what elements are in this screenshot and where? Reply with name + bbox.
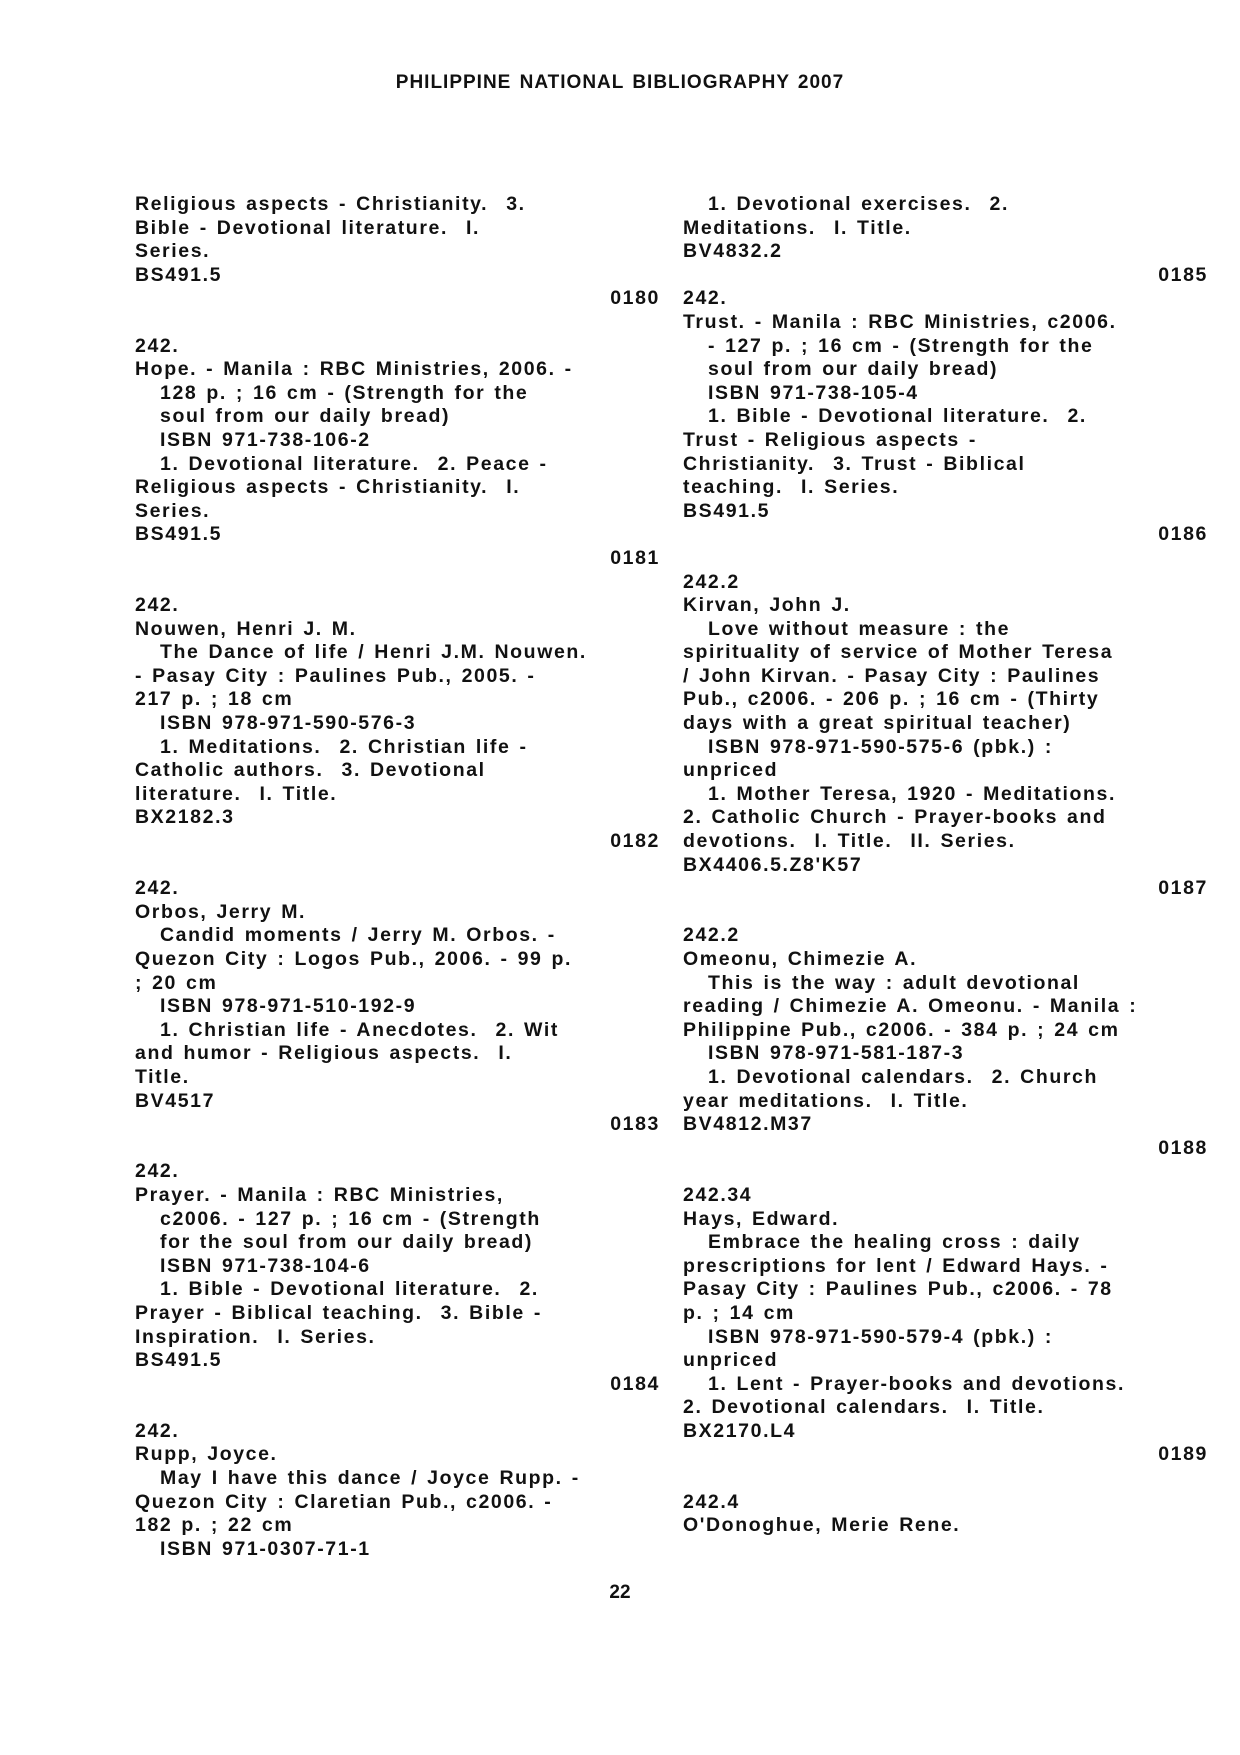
blank-line — [135, 854, 660, 878]
entry-line: Philippine Pub., c2006. - 384 p. ; 24 cm — [683, 1018, 1120, 1041]
entry-line: Prayer. - Manila : RBC Ministries, — [135, 1183, 504, 1206]
entry-line: ISBN 971-738-106-2 — [160, 428, 371, 451]
entry-line: Series. — [135, 499, 211, 522]
entry-line: 242.2 — [683, 924, 740, 947]
entry-line: spirituality of service of Mother Teresa — [683, 641, 1114, 664]
entry-line: ISBN 971-738-105-4 — [708, 381, 919, 404]
entry-line: 1. Bible - Devotional literature. 2. — [708, 405, 1087, 428]
record-number: 0180 — [610, 287, 660, 310]
entry-line: Hope. - Manila : RBC Ministries, 2006. - — [135, 358, 573, 381]
entry-line: Embrace the healing cross : daily — [708, 1231, 1081, 1254]
entry-line: for the soul from our daily bread) — [160, 1231, 534, 1254]
entry-line: Pasay City : Paulines Pub., c2006. - 78 — [683, 1278, 1113, 1301]
entry-line: 1. Lent - Prayer-books and devotions. — [708, 1372, 1126, 1395]
entry-line: 242. — [135, 877, 180, 900]
entry-line: ISBN 971-738-104-6 — [160, 1254, 371, 1277]
blank-line — [683, 1160, 1208, 1184]
record-number: 0188 — [1158, 1136, 1208, 1159]
record-number: 0186 — [1158, 523, 1208, 546]
record-number: 0184 — [610, 1372, 660, 1395]
record-number: 0185 — [1158, 263, 1208, 286]
entry-line: Title. — [135, 1065, 190, 1088]
entry-line: 1. Devotional calendars. 2. Church — [708, 1065, 1099, 1088]
entry-line: ISBN 978-971-581-187-3 — [708, 1042, 965, 1065]
entry-line: This is the way : adult devotional — [708, 971, 1080, 994]
entry-line: Omeonu, Chimezie A. — [683, 948, 918, 970]
entry-line: year meditations. I. Title. — [683, 1089, 969, 1112]
entry-line: prescriptions for lent / Edward Hays. - — [683, 1254, 1109, 1277]
entry-line: 242.2 — [683, 570, 740, 593]
entry-line: Christianity. 3. Trust - Biblical — [683, 452, 1026, 475]
entry-line: 1. Devotional literature. 2. Peace - — [160, 452, 548, 475]
entry-line: p. ; 14 cm — [683, 1301, 795, 1324]
entry-line: Religious aspects - Christianity. I. — [135, 476, 521, 499]
entry-line: ISBN 978-971-590-576-3 — [160, 712, 417, 735]
entry-line: 242.4 — [683, 1490, 740, 1513]
entry-line: unpriced — [683, 1349, 779, 1372]
entry-line: reading / Chimezie A. Omeonu. - Manila : — [683, 995, 1138, 1018]
entry-line: The Dance of life / Henri J.M. Nouwen. — [160, 641, 587, 664]
entry-line: 242. — [683, 287, 728, 310]
entry-line: BV4832.2 — [683, 240, 783, 263]
entry-line: 128 p. ; 16 cm - (Strength for the — [160, 381, 529, 404]
record-number: 0182 — [610, 830, 660, 853]
entry-line: unpriced — [683, 759, 779, 782]
blank-line — [683, 901, 1208, 925]
entry-line: and humor - Religious aspects. I. — [135, 1042, 513, 1065]
entry-line: BX2182.3 — [135, 806, 235, 829]
entry-line: Love without measure : the — [708, 617, 1011, 640]
record-number: 0187 — [1158, 877, 1208, 900]
entry-line: 242. — [135, 594, 180, 617]
page-header: PHILIPPINE NATIONAL BIBLIOGRAPHY 2007 — [395, 72, 845, 93]
entry-line: Trust. - Manila : RBC Ministries, c2006. — [683, 310, 1117, 333]
entry-line: BX4406.5.Z8'K57 — [683, 853, 863, 876]
entry-line: Catholic authors. 3. Devotional — [135, 759, 486, 782]
entry-line: teaching. I. Series. — [683, 476, 900, 499]
entry-line: ISBN 971-0307-71-1 — [160, 1537, 371, 1560]
entry-line: 2. Catholic Church - Prayer-books and — [683, 806, 1107, 829]
entry-line: 182 p. ; 22 cm — [135, 1514, 294, 1537]
entry-line: 242. — [135, 334, 180, 357]
entry-line: Meditations. I. Title. — [683, 216, 912, 239]
entry-line: BS491.5 — [135, 1349, 223, 1372]
page-number: 22 — [609, 1582, 631, 1603]
entry-line: 242.34 — [683, 1183, 753, 1206]
blank-line — [135, 1396, 660, 1420]
entry-line: 2. Devotional calendars. I. Title. — [683, 1396, 1045, 1419]
entry-line: days with a great spiritual teacher) — [683, 712, 1072, 735]
right-column — [683, 193, 1208, 1538]
entry-line: devotions. I. Title. II. Series. — [683, 830, 1016, 853]
entry-line: ISBN 978-971-510-192-9 — [160, 995, 417, 1018]
entry-line: Hays, Edward. — [683, 1207, 840, 1230]
entry-line: Religious aspects - Christianity. 3. — [135, 193, 526, 215]
entry-line: BS491.5 — [683, 499, 771, 522]
entry-line: BS491.5 — [135, 523, 223, 546]
entry-line: ISBN 978-971-590-575-6 (pbk.) : — [708, 735, 1053, 758]
entry-line: 217 p. ; 18 cm — [135, 688, 294, 711]
entry-line: Bible - Devotional literature. I. — [135, 216, 481, 239]
entry-line: BV4517 — [135, 1089, 216, 1112]
entry-line: BS491.5 — [135, 263, 223, 286]
record-number: 0181 — [610, 546, 660, 569]
entry-line: 242. — [135, 1419, 180, 1442]
entry-line: Trust - Religious aspects - — [683, 428, 977, 451]
entry-line: 1. Meditations. 2. Christian life - — [160, 735, 528, 758]
entry-line: ISBN 978-971-590-579-4 (pbk.) : — [708, 1325, 1053, 1348]
entry-line: Inspiration. I. Series. — [135, 1325, 376, 1348]
entry-line: 242. — [135, 1160, 180, 1183]
blank-line — [135, 1137, 660, 1161]
entry-line: ; 20 cm — [135, 971, 218, 994]
entry-line: BV4812.M37 — [683, 1113, 813, 1136]
entry-line: BX2170.L4 — [683, 1419, 797, 1442]
entry-line: Prayer - Biblical teaching. 3. Bible - — [135, 1301, 542, 1324]
entry-line: 1. Mother Teresa, 1920 - Meditations. — [708, 782, 1117, 805]
entry-line: 1. Christian life - Anecdotes. 2. Wit — [160, 1018, 559, 1041]
blank-line — [135, 571, 660, 595]
entry-line: c2006. - 127 p. ; 16 cm - (Strength — [160, 1207, 541, 1230]
entry-line: Nouwen, Henri J. M. — [135, 617, 357, 640]
entry-line: Quezon City : Logos Pub., 2006. - 99 p. — [135, 948, 573, 970]
entry-line: Quezon City : Claretian Pub., c2006. - — [135, 1490, 553, 1513]
entry-line: Pub., c2006. - 206 p. ; 16 cm - (Thirty — [683, 688, 1100, 711]
entry-line: Candid moments / Jerry M. Orbos. - — [160, 924, 556, 947]
entry-line: May I have this dance / Joyce Rupp. - — [160, 1467, 580, 1490]
blank-line — [683, 547, 1208, 571]
entry-line: - Pasay City : Paulines Pub., 2005. - — [135, 664, 536, 687]
entry-line: literature. I. Title. — [135, 782, 338, 805]
blank-line — [683, 1467, 1208, 1491]
entry-line: Orbos, Jerry M. — [135, 900, 307, 923]
entry-line: soul from our daily bread) — [708, 358, 999, 381]
entry-line: - 127 p. ; 16 cm - (Strength for the — [708, 334, 1094, 357]
entry-line: Rupp, Joyce. — [135, 1443, 278, 1466]
entry-line: 1. Devotional exercises. 2. — [708, 193, 1010, 215]
blank-line — [135, 311, 660, 335]
entry-line: 1. Bible - Devotional literature. 2. — [160, 1278, 539, 1301]
entry-line: soul from our daily bread) — [160, 405, 451, 428]
entry-line: / John Kirvan. - Pasay City : Paulines — [683, 664, 1101, 687]
entry-line: O'Donoghue, Merie Rene. — [683, 1514, 961, 1537]
entry-line: Kirvan, John J. — [683, 594, 851, 617]
left-column — [135, 193, 660, 1561]
record-number: 0183 — [610, 1113, 660, 1136]
record-number: 0189 — [1158, 1443, 1208, 1466]
entry-line: Series. — [135, 240, 211, 263]
